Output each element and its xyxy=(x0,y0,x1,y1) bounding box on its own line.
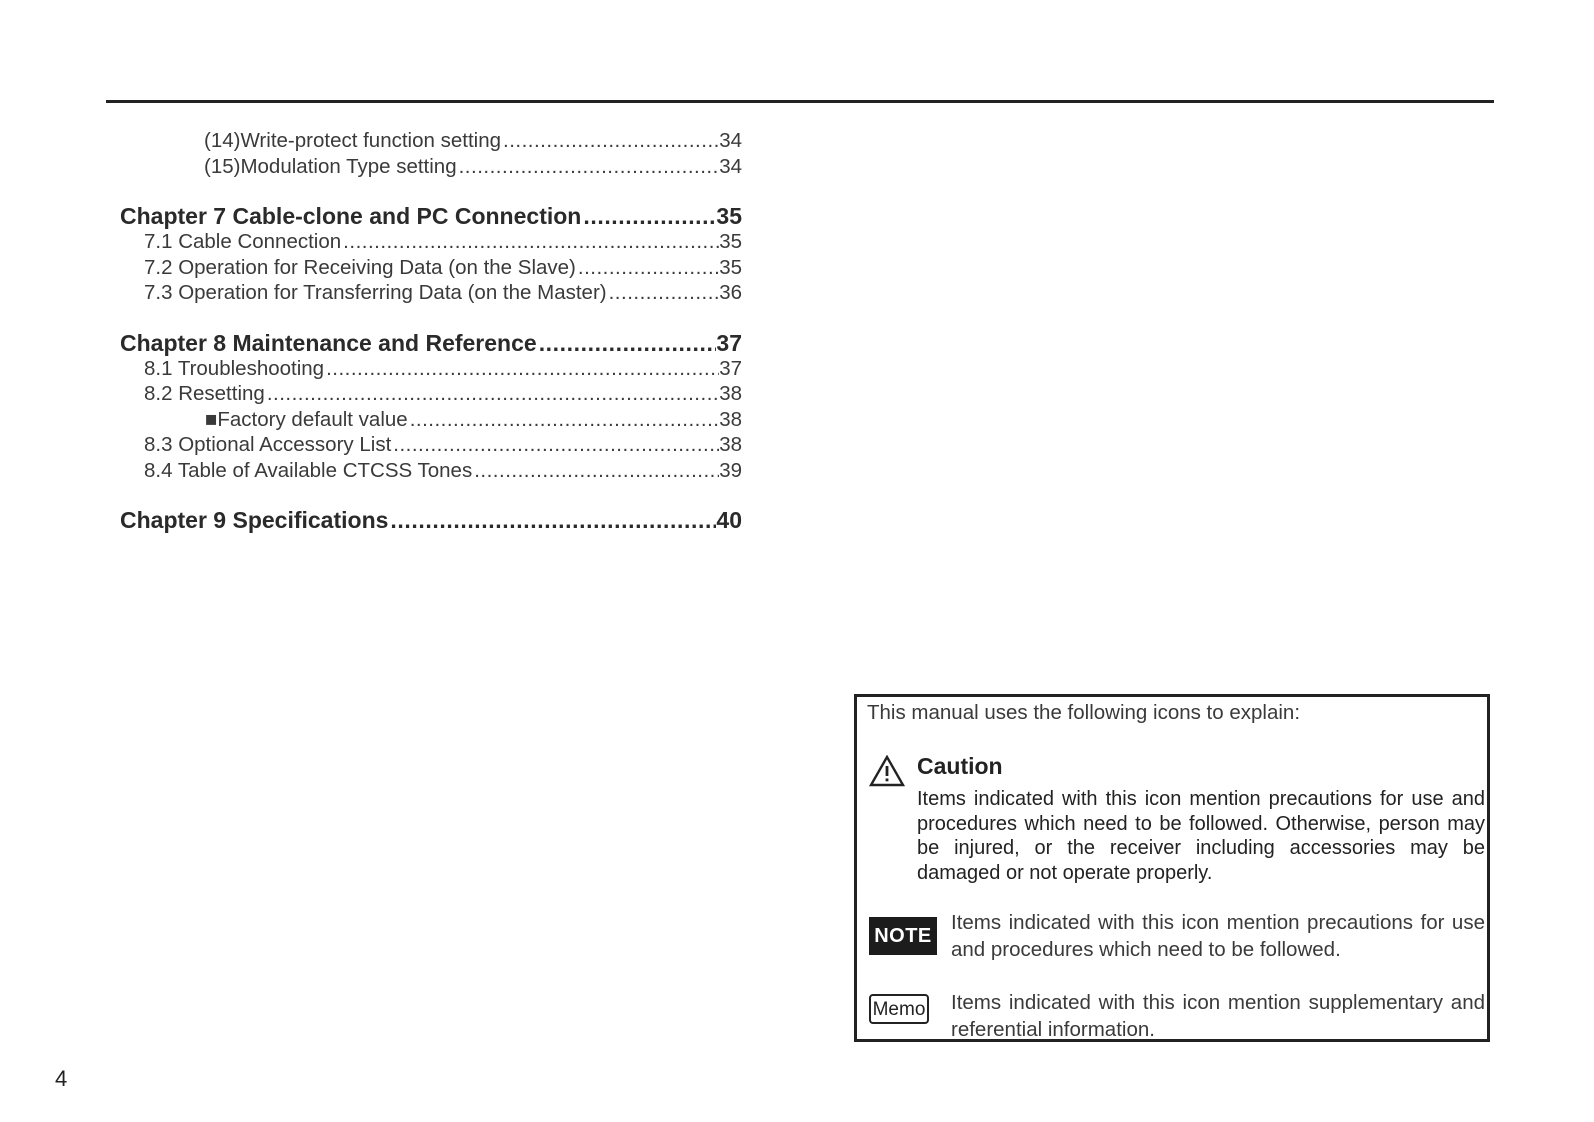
note-description: Items indicated with this icon mention precautions for use and procedures which need to be followed. xyxy=(951,911,1485,961)
memo-description: Items indicated with this icon mention supplementary and referential information. xyxy=(951,991,1485,1041)
icon-legend-box xyxy=(854,694,1490,1042)
toc-entry-page: 35 xyxy=(719,230,742,253)
toc-leader-dots xyxy=(583,203,716,229)
toc-entry-title: 7.1 Cable Connection xyxy=(144,230,342,253)
toc-entry-title: Chapter 8 Maintenance and Reference xyxy=(120,329,537,356)
caution-title: Caution xyxy=(917,753,1003,779)
toc-entry-title: Chapter 9 Specifications xyxy=(120,507,389,533)
toc-entry[interactable] xyxy=(120,280,742,306)
toc-entry-page: 38 xyxy=(719,382,742,405)
toc-leader-dots xyxy=(410,407,720,433)
toc-leader-dots xyxy=(503,128,719,154)
toc-leader-dots xyxy=(609,280,720,306)
toc-entry[interactable] xyxy=(120,458,742,484)
toc-entry-title: 8.4 Table of Available CTCSS Tones xyxy=(144,458,473,482)
memo-badge-icon: Memo xyxy=(869,994,929,1024)
toc-entry-page: 36 xyxy=(719,281,742,304)
toc-entry[interactable] xyxy=(120,356,742,382)
toc-entry-title: 7.2 Operation for Receiving Data (on the Slave) xyxy=(144,255,576,279)
toc-entry-title: 7.3 Operation for Transferring Data (on the Master) xyxy=(144,281,607,304)
icon-legend-intro: This manual uses the following icons to explain: xyxy=(867,701,1301,724)
toc-entry-page: 37 xyxy=(716,329,742,356)
toc-entry-title: 8.3 Optional Accessory List xyxy=(144,433,392,456)
toc-entry-page: 34 xyxy=(719,154,742,178)
note-badge-icon: NOTE xyxy=(869,917,937,955)
toc-entry[interactable] xyxy=(120,255,742,281)
caution-description: Items indicated with this icon mention precautions for use and procedures which need to be followed. Otherwise, person may be injured, or the receiver including accessories may be damaged or not operate properly. xyxy=(917,788,1485,884)
toc-leader-dots xyxy=(390,507,716,533)
toc-entry-page: 34 xyxy=(719,129,742,152)
toc-entry-title: 8.1 Troubleshooting xyxy=(144,356,325,380)
toc-leader-dots xyxy=(393,432,719,458)
warning-triangle-icon xyxy=(869,755,905,787)
toc-entry[interactable] xyxy=(120,381,742,407)
toc-leader-dots xyxy=(539,330,717,356)
toc-entry-page: 35 xyxy=(719,255,742,279)
toc-entry-title: ■Factory default value xyxy=(205,407,408,431)
toc-entry-title: Chapter 7 Cable-clone and PC Connection xyxy=(120,203,582,229)
toc-leader-dots xyxy=(267,381,719,407)
toc-entry-page: 37 xyxy=(719,356,742,380)
toc-chapter-9[interactable] xyxy=(120,507,742,533)
toc-chapter-7[interactable] xyxy=(120,203,742,229)
toc-entry[interactable] xyxy=(120,407,742,433)
toc-entry[interactable] xyxy=(120,154,742,180)
toc-entry[interactable] xyxy=(120,128,742,154)
toc-leader-dots xyxy=(326,356,719,382)
toc-leader-dots xyxy=(578,255,719,281)
toc-entry-page: 38 xyxy=(719,433,742,456)
toc-entry-title: (15)Modulation Type setting xyxy=(204,154,457,178)
toc-chapter-8[interactable] xyxy=(120,330,742,356)
page-number: 4 xyxy=(55,1066,68,1091)
toc-entry-page: 39 xyxy=(719,458,742,482)
toc-leader-dots xyxy=(459,154,720,180)
top-rule xyxy=(106,100,1494,103)
toc-entry-page: 38 xyxy=(719,407,742,431)
toc-entry[interactable] xyxy=(120,432,742,458)
toc-entry[interactable] xyxy=(120,229,742,255)
toc-leader-dots xyxy=(343,229,719,255)
table-of-contents xyxy=(120,128,742,533)
toc-entry-page: 40 xyxy=(716,507,742,533)
toc-entry-title: (14)Write-protect function setting xyxy=(204,129,501,152)
toc-entry-page: 35 xyxy=(716,203,742,229)
toc-leader-dots xyxy=(474,458,719,484)
toc-entry-title: 8.2 Resetting xyxy=(144,382,265,405)
